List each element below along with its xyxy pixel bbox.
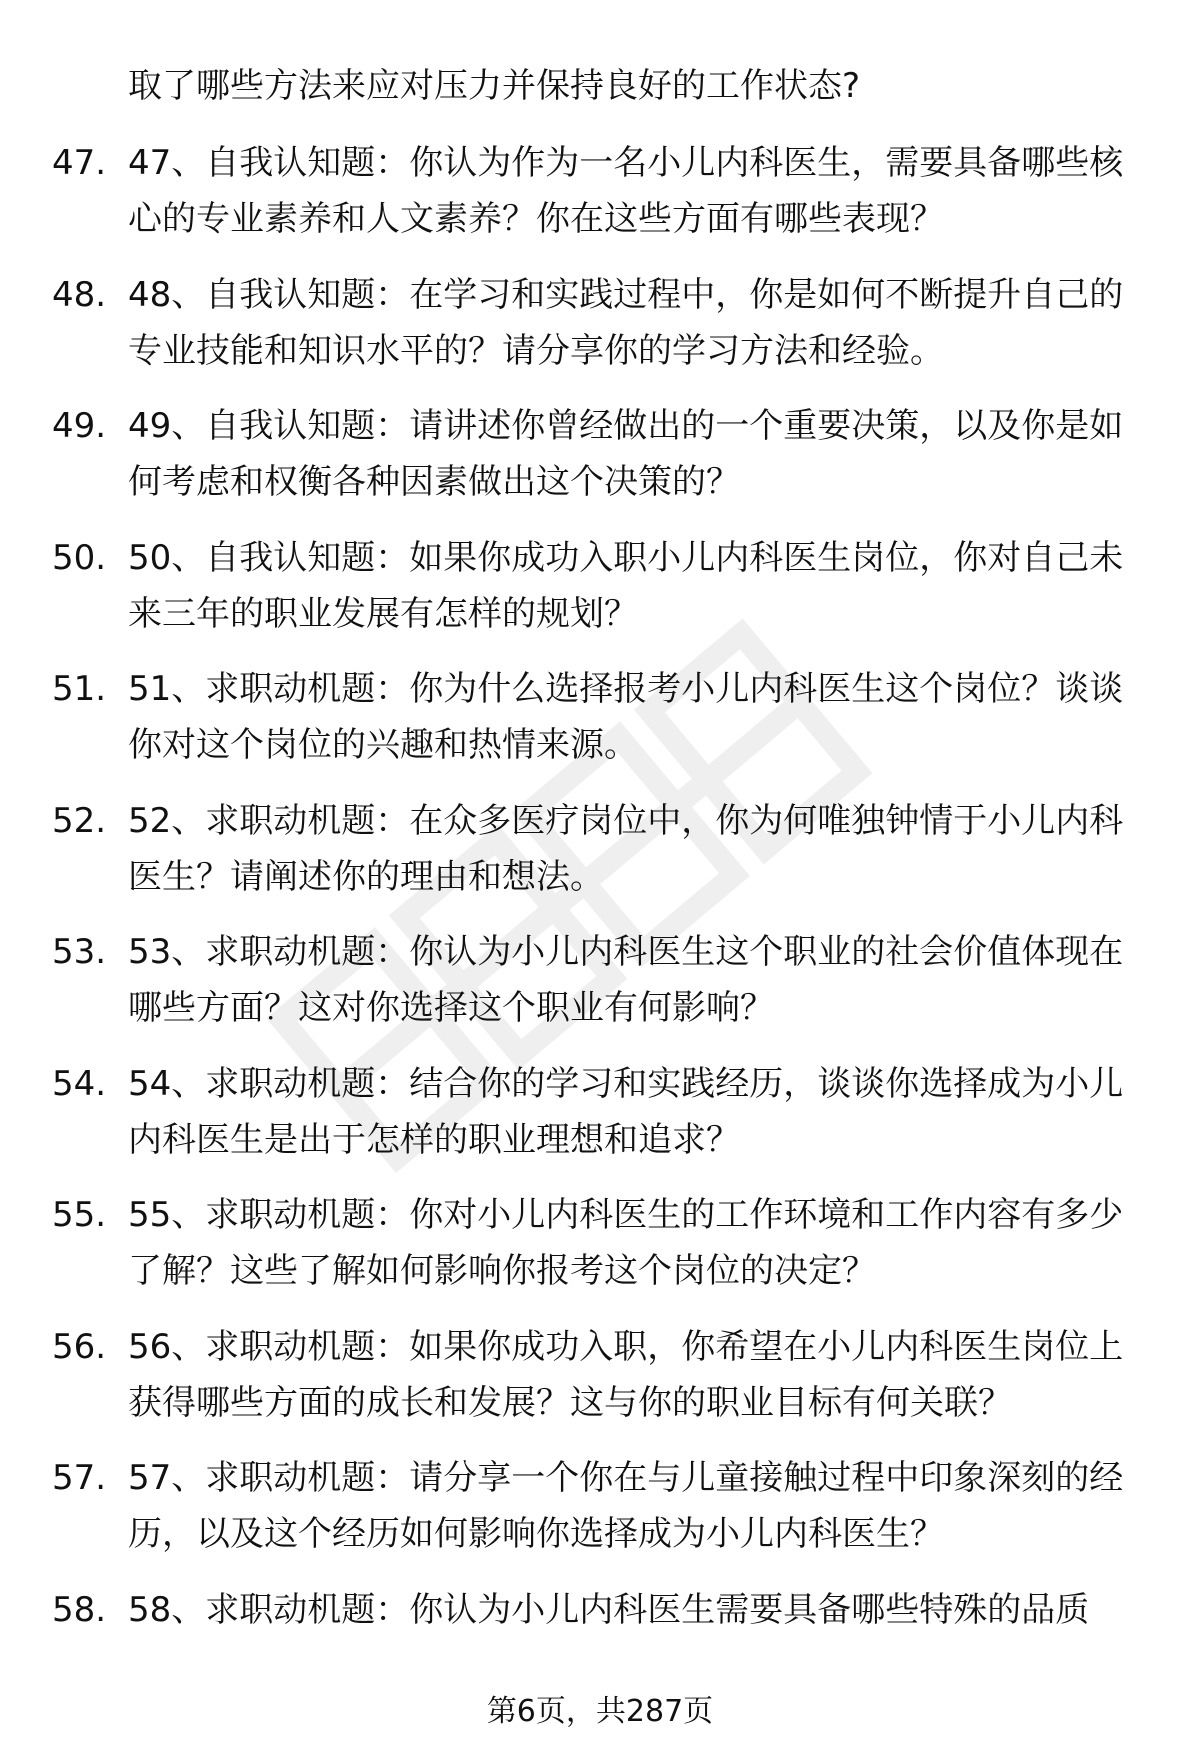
question-text: 47、自我认知题：你认为作为一名小儿内科医生，需要具备哪些核心的专业素养和人文素养？你在这些方面有哪些表现？ (128, 143, 1124, 239)
question-text: 49、自我认知题：请讲述你曾经做出的一个重要决策，以及你是如何考虑和权衡各种因素做出这个决策的？ (128, 406, 1124, 502)
item-number: 49. (52, 406, 107, 446)
question-text: 55、求职动机题：你对小儿内科医生的工作环境和工作内容有多少了解？这些了解如何影响你报考这个岗位的决定？ (128, 1195, 1124, 1291)
item-number: 54. (52, 1063, 107, 1104)
item-number: 53. (52, 932, 107, 972)
question-text: 50、自我认知题：如果你成功入职小儿内科医生岗位，你对自己未来三年的职业发展有怎样的规划？ (128, 537, 1124, 634)
question-text: 53、求职动机题：你认为小儿内科医生这个职业的社会价值体现在哪些方面？这对你选择这个职业有何影响？ (128, 932, 1124, 1028)
list-item (0, 1056, 1200, 1188)
list-item (0, 267, 1200, 399)
question-text: 48、自我认知题：在学习和实践过程中，你是如何不断提升自己的专业技能和知识水平的？请分享你的学习方法和经验。 (128, 274, 1124, 371)
item-number: 48. (52, 274, 107, 315)
item-number: 55. (52, 1195, 107, 1235)
list-item (0, 661, 1200, 793)
question-text: 52、求职动机题：在众多医疗岗位中，你为何唯独钟情于小儿内科医生？请阐述你的理由和想法。 (128, 800, 1124, 897)
list-item (0, 924, 1200, 1056)
item-number: 56. (52, 1326, 107, 1367)
question-text: 58、求职动机题：你认为小儿内科医生需要具备哪些特殊的品质 (128, 1589, 1090, 1630)
question-text: 54、求职动机题：结合你的学习和实践经历，谈谈你选择成为小儿内科医生是出于怎样的职业理想和追求？ (128, 1063, 1124, 1160)
list-item (0, 1187, 1200, 1319)
list-item (0, 398, 1200, 530)
list-item (0, 530, 1200, 662)
question-text: 56、求职动机题：如果你成功入职，你希望在小儿内科医生岗位上获得哪些方面的成长和发展？这与你的职业目标有何关联？ (128, 1326, 1124, 1423)
item-number: 58. (52, 1589, 107, 1630)
list-item (0, 135, 1200, 267)
list-item (0, 1450, 1200, 1582)
list-item (0, 1319, 1200, 1451)
continuation-line: 取了哪些方法来应对压力并保持良好的工作状态? (128, 66, 861, 106)
item-number: 51. (52, 669, 107, 709)
question-text: 51、求职动机题：你为什么选择报考小儿内科医生这个岗位？谈谈你对这个岗位的兴趣和热情来源。 (128, 669, 1124, 765)
question-list (0, 135, 1200, 1713)
list-item (0, 793, 1200, 925)
page-footer: 第6页，共287页 (486, 1694, 714, 1729)
item-number: 50. (52, 537, 107, 578)
item-number: 57. (52, 1458, 107, 1498)
item-number: 52. (52, 800, 107, 841)
question-text: 57、求职动机题：请分享一个你在与儿童接触过程中印象深刻的经历，以及这个经历如何影响你选择成为小儿内科医生？ (128, 1458, 1124, 1554)
item-number: 47. (52, 143, 107, 183)
